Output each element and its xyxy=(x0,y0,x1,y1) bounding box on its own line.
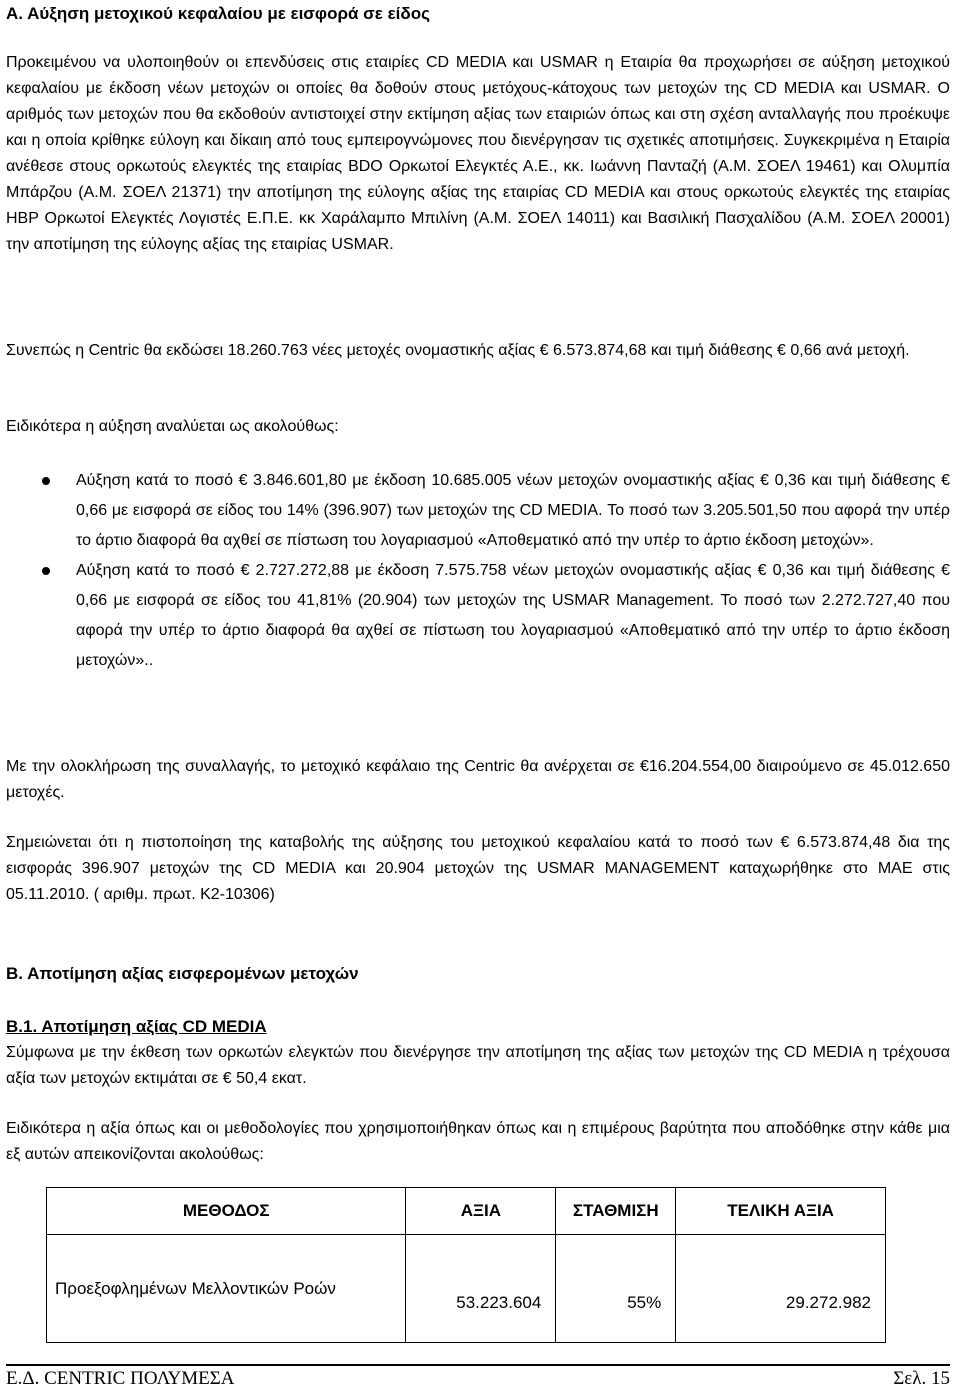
list-item xyxy=(6,466,950,556)
section-a-paragraph-1: Προκειμένου να υλοποιηθούν οι επενδύσεις στις εταιρίες CD MEDIA και USMAR η Εταιρία θα προχωρήσει σε αύξηση μετοχικού κεφαλαίου με έκδοση νέων μετοχών οι οποίες θα δοθούν στους μετόχους-κάτοχους των μετοχών της CD MEDIA και USMAR. Ο αριθμός των μετοχών που θα εκδοθούν αντιστοιχεί στην εκτίμηση αξίας των εταιριών όπως και στη σχέση ανταλλαγής που προέκυψε και η οποία κρίθηκε εύλογη και δίκαιη από τους εμπειρογνώμονες που διενέργησαν τις σχετικές αποτιμήσεις. Συγκεκριμένα η Εταιρία ανέθεσε στους ορκωτούς ελεγκτές της εταιρίας BDO Ορκωτοί Ελεγκτές Α.Ε., κκ. Ιωάννη Πανταζή (Α.Μ. ΣΟΕΛ 19461) και Ολυμπία Μπάρζου (Α.Μ. ΣΟΕΛ 21371) την αποτίμηση της εύλογης αξίας της εταιρίας CD MEDIA και στους ορκωτούς ελεγκτές της εταιρίας HBP Ορκωτοί Ελεγκτές Λογιστές Ε.Π.Ε. κκ Χαράλαμπο Μπιλίνη (Α.Μ. ΣΟΕΛ 14011) και Βασιλική Πασχαλίδου (Α.Μ. ΣΟΕΛ 20001) την αποτίμηση της εύλογης αξίας της εταιρίας USMAR. xyxy=(6,54,950,253)
section-b-paragraph-1: Σύμφωνα με την έκθεση των ορκωτών ελεγκτών που διενέργησε την αποτίμηση της αξίας των μετοχών της CD MEDIA η τρέχουσα αξία των μετοχών εκτιμάται σε € 50,4 εκατ. xyxy=(6,1044,950,1087)
section-a-paragraph-4: Με την ολοκλήρωση της συναλλαγής, το μετοχικό κεφάλαιο της Centric θα ανέρχεται σε €16.204.554,00 διαιρούμενο σε 45.012.650 μετοχές. xyxy=(6,758,950,801)
header-method: ΜΕΘΟΔΟΣ xyxy=(47,1188,406,1235)
footer-company: Ε.Δ. CENTRIC ΠΟΛΥΜΕΣΑ xyxy=(6,1368,235,1389)
section-a-paragraph-5: Σημειώνεται ότι η πιστοποίηση της καταβολής της αύξησης του μετοχικού κεφαλαίου κατά το ποσό των € 6.573.874,48 δια της εισφοράς 396.907 μετοχών της CD MEDIA και 20.904 μετοχών της USMAR MANAGEMENT καταχωρήθηκε στο ΜΑΕ στις 05.11.2010. ( αριθμ. πρωτ. Κ2-10306) xyxy=(6,834,950,903)
bullet-icon xyxy=(42,567,50,575)
bullet-icon xyxy=(42,477,50,485)
page-footer xyxy=(6,1368,950,1390)
section-b-title: Β. Αποτίμηση αξίας εισφερομένων μετοχών xyxy=(6,964,359,983)
section-b1-title: Β.1. Αποτίμηση αξίας CD MEDIA xyxy=(6,1017,267,1036)
header-final-value: ΤΕΛΙΚΗ ΑΞΙΑ xyxy=(676,1188,886,1235)
header-value: ΑΞΙΑ xyxy=(406,1188,556,1235)
section-a-paragraph-3: Ειδικότερα η αύξηση αναλύεται ως ακολούθως: xyxy=(6,418,339,435)
footer-divider xyxy=(6,1364,950,1366)
valuation-table xyxy=(46,1187,886,1343)
cell-weight: 55% xyxy=(556,1235,676,1343)
increase-breakdown-list xyxy=(6,466,950,676)
section-a-title: Α. Αύξηση μετοχικού κεφαλαίου με εισφορά σε είδος xyxy=(6,4,430,23)
table-row xyxy=(47,1235,886,1343)
cell-value: 53.223.604 xyxy=(406,1235,556,1343)
header-weight: ΣΤΑΘΜΙΣΗ xyxy=(556,1188,676,1235)
list-item xyxy=(6,556,950,676)
list-item-text: Αύξηση κατά το ποσό € 3.846.601,80 με έκδοση 10.685.005 νέων μετοχών ονομαστικής αξίας € 0,36 και τιμή διάθεσης € 0,66 με εισφορά σε είδος του 14% (396.907) των μετοχών της CD MEDIA. Το ποσό των 3.205.501,50 που αφορά την υπέρ το άρτιο διαφορά θα αχθεί σε πίστωση του λογαριασμού «Αποθεματικό από την υπέρ το άρτιο έκδοση μετοχών». xyxy=(76,472,950,549)
section-a-paragraph-2: Συνεπώς η Centric θα εκδώσει 18.260.763 νέες μετοχές ονομαστικής αξίας € 6.573.874,68 και τιμή διάθεσης € 0,66 ανά μετοχή. xyxy=(6,342,910,359)
table-header-row xyxy=(47,1188,886,1235)
cell-method: Προεξοφλημένων Μελλοντικών Ροών xyxy=(47,1235,406,1343)
page-number: Σελ. 15 xyxy=(893,1368,950,1389)
section-b-paragraph-2: Ειδικότερα η αξία όπως και οι μεθοδολογίες που χρησιμοποιήθηκαν όπως και η επιμέρους βαρύτητα που αποδόθηκε στην κάθε μια εξ αυτών απεικονίζονται ακολούθως: xyxy=(6,1120,950,1163)
cell-final-value: 29.272.982 xyxy=(676,1235,886,1343)
list-item-text: Αύξηση κατά το ποσό € 2.727.272,88 με έκδοση 7.575.758 νέων μετοχών ονομαστικής αξίας € 0,36 και τιμή διάθεσης € 0,66 με εισφορά σε είδος του 41,81% (20.904) των μετοχών της USMAR Management. Το ποσό των 2.272.727,40 που αφορά την υπέρ το άρτιο διαφορά θα αχθεί σε πίστωση του λογαριασμού «Αποθεματικό από την υπέρ το άρτιο έκδοση μετοχών».. xyxy=(76,562,951,669)
